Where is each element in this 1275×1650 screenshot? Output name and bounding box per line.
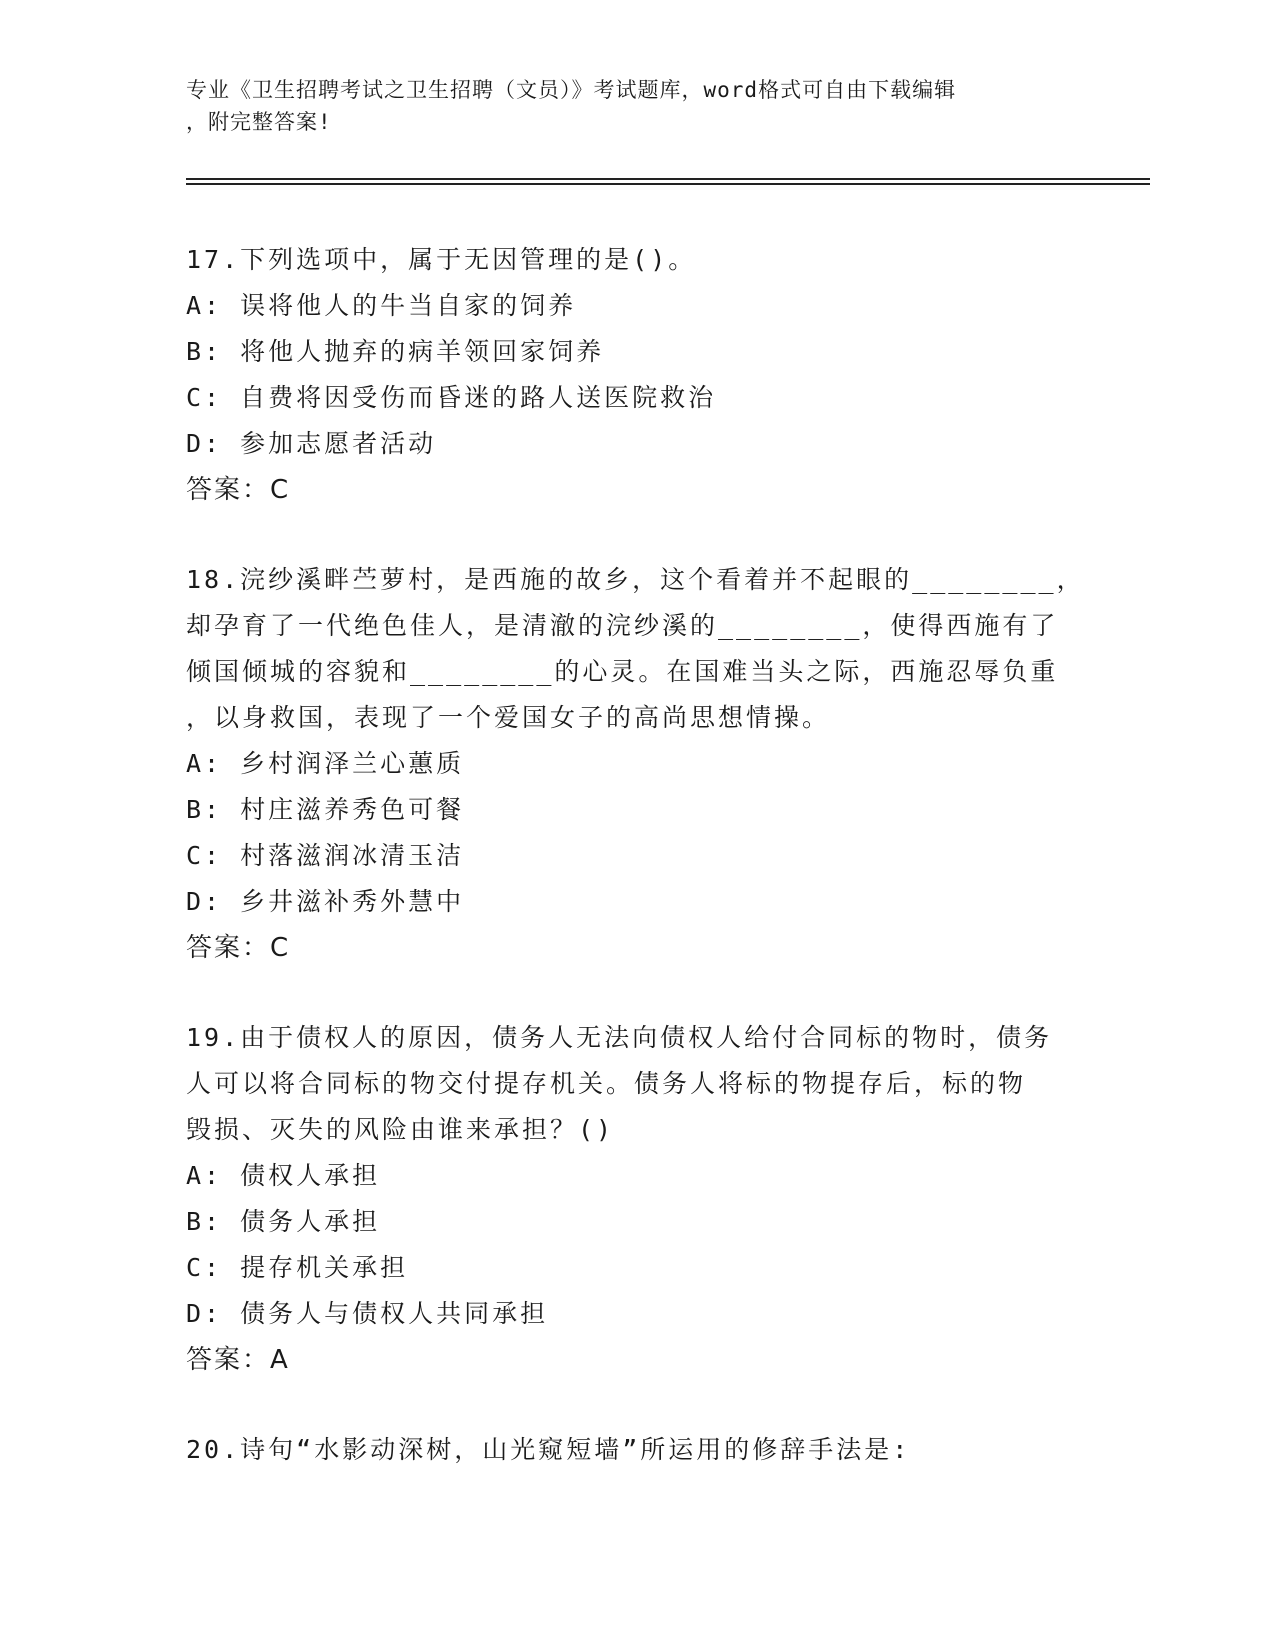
answer-option: D: 参加志愿者活动 <box>186 429 437 458</box>
question-item <box>186 557 1086 971</box>
answer-option: B: 村庄滋养秀色可餐 <box>186 795 465 824</box>
question-stem-line: 17.下列选项中，属于无因管理的是()。 <box>186 245 697 274</box>
question-stem-line: 毁损、灭失的风险由谁来承担？() <box>186 1115 615 1144</box>
question-stem <box>186 557 1086 741</box>
question-stem <box>186 1427 1086 1473</box>
answer-key: 答案：C <box>186 933 291 963</box>
question-item <box>186 1015 1086 1383</box>
header-line-2: ，附完整答案! <box>186 110 332 134</box>
answer-option: B: 债务人承担 <box>186 1207 381 1236</box>
header-divider-top <box>186 178 1150 180</box>
question-stem-line: 倾国倾城的容貌和________的心灵。在国难当头之际，西施忍辱负重 <box>186 657 1059 686</box>
document-header <box>186 74 1086 138</box>
answer-option: B: 将他人抛弃的病羊领回家饲养 <box>186 337 605 366</box>
header-line-1: 专业《卫生招聘考试之卫生招聘（文员）》考试题库，word格式可自由下载编辑 <box>186 78 957 102</box>
question-list <box>186 237 1086 1517</box>
answer-key: 答案：C <box>186 475 291 505</box>
answer-option: D: 债务人与债权人共同承担 <box>186 1299 549 1328</box>
answer-key: 答案：A <box>186 1345 290 1375</box>
answer-option: C: 自费将因受伤而昏迷的路人送医院救治 <box>186 383 717 412</box>
question-stem-line: 20.诗句“水影动深树，山光窥短墙”所运用的修辞手法是: <box>186 1435 911 1464</box>
answer-option: A: 误将他人的牛当自家的饲养 <box>186 291 577 320</box>
question-stem <box>186 237 1086 283</box>
question-stem-line: 19.由于债权人的原因，债务人无法向债权人给付合同标的物时，债务 <box>186 1023 1053 1052</box>
question-stem <box>186 1015 1086 1153</box>
header-divider-bottom <box>186 183 1150 185</box>
question-item <box>186 237 1086 513</box>
question-stem-line: 18.浣纱溪畔苎萝村，是西施的故乡，这个看着并不起眼的________， <box>186 565 1085 594</box>
answer-option: C: 提存机关承担 <box>186 1253 409 1282</box>
question-stem-line: 却孕育了一代绝色佳人，是清澈的浣纱溪的________，使得西施有了 <box>186 611 1059 640</box>
answer-option: C: 村落滋润冰清玉洁 <box>186 841 465 870</box>
answer-option: D: 乡井滋补秀外慧中 <box>186 887 465 916</box>
question-item <box>186 1427 1086 1473</box>
answer-option: A: 乡村润泽兰心蕙质 <box>186 749 465 778</box>
question-stem-line: 人可以将合同标的物交付提存机关。债务人将标的物提存后，标的物 <box>186 1069 1027 1098</box>
answer-option: A: 债权人承担 <box>186 1161 381 1190</box>
question-stem-line: ，以身救国，表现了一个爱国女子的高尚思想情操。 <box>186 703 831 732</box>
